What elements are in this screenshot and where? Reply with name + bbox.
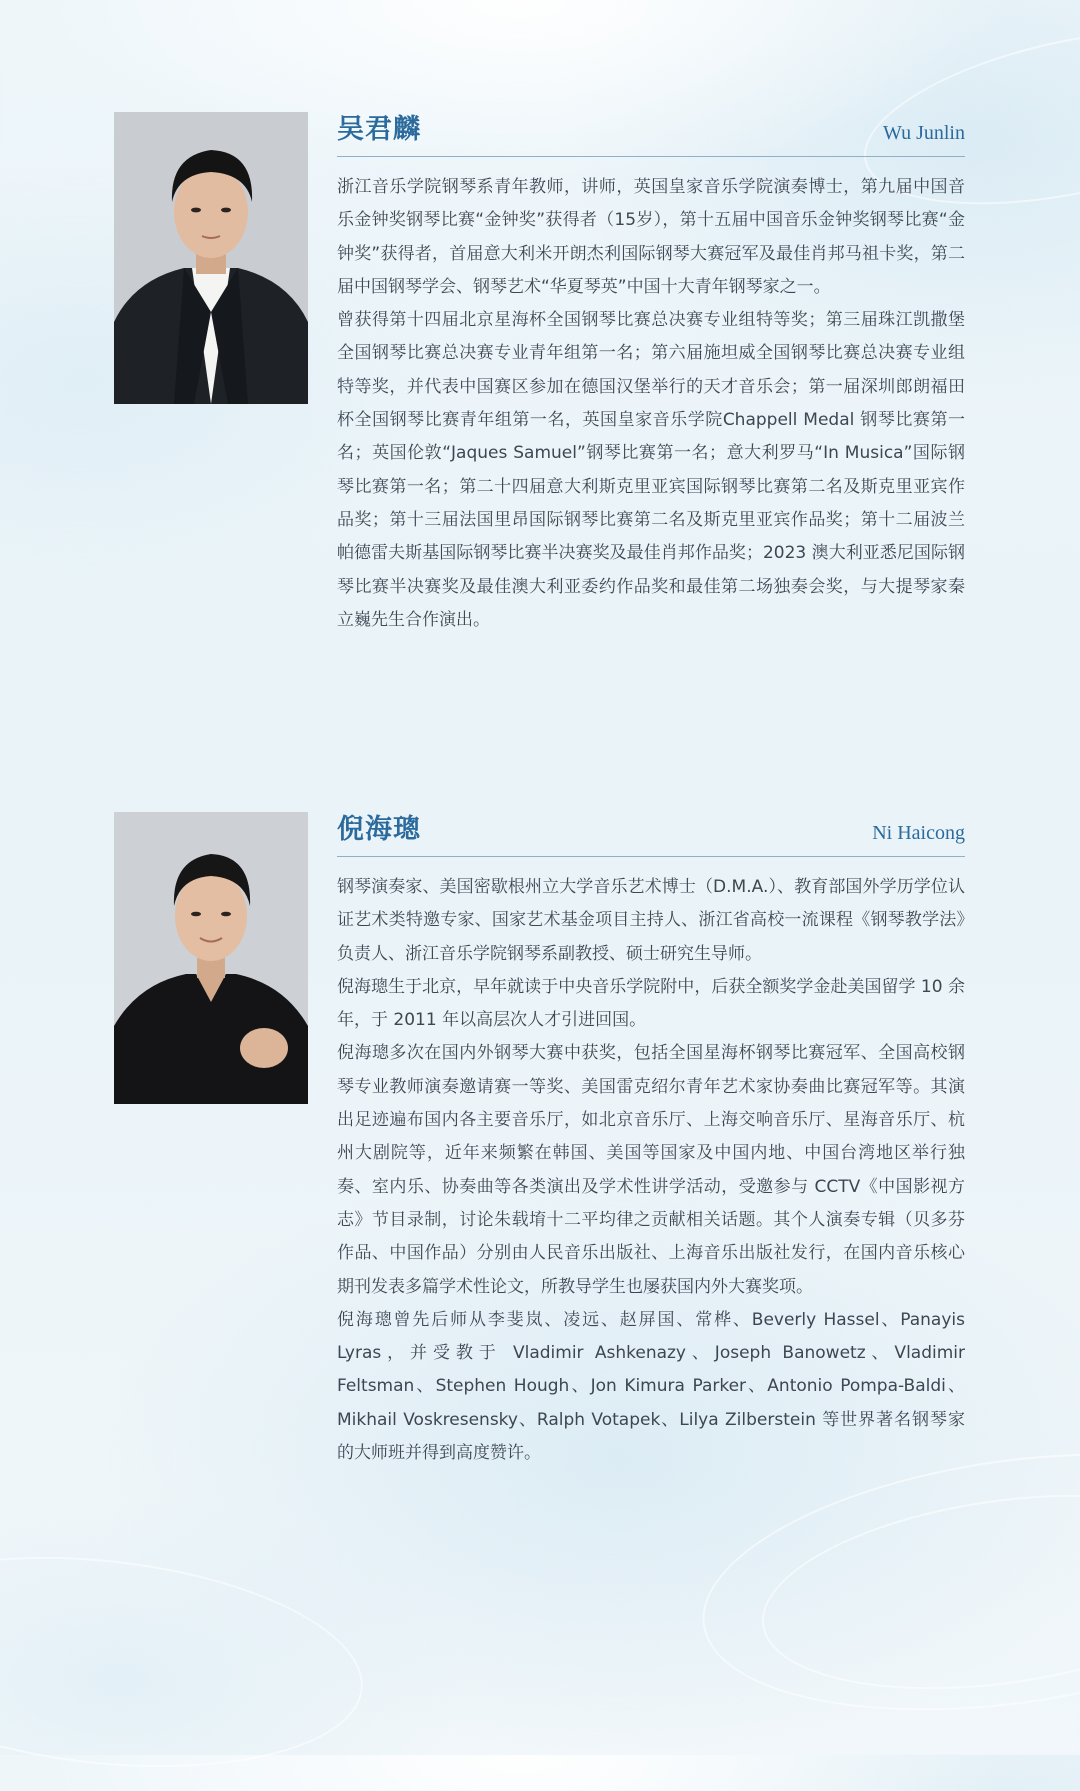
profile-content xyxy=(337,812,965,1470)
bio-paragraph: 倪海璁生于北京，早年就读于中央音乐学院附中，后获全额奖学金赴美国留学 10 余年，于 2011 年以高层次人才引进回国。 xyxy=(337,976,965,1031)
chinese-name: 倪海璁 xyxy=(337,814,421,845)
bio-paragraph: 曾获得第十四届北京星海杯全国钢琴比赛总决赛专业组特等奖；第三届珠江凯撒堡全国钢琴比赛总决赛专业青年组第一名；第六届施坦威全国钢琴比赛总决赛专业组特等奖，并代表中国赛区参加在德国汉堡举行的天才音乐会；第一届深圳郎朗福田杯全国钢琴比赛青年组第一名，英国皇家音乐学院Chappell Medal 钢琴比赛第一名；英国伦敦“Jaques Samuel”钢琴比赛第一名；意大利罗马“In Musica”国际钢琴比赛第一名；第二十四届意大利斯克里亚宾国际钢琴比赛第二名及斯克里亚宾作品奖；第十三届法国里昂国际钢琴比赛第二名及斯克里亚宾作品奖；第十二届波兰帕德雷夫斯基国际钢琴比赛半决赛奖及最佳肖邦作品奖；2023 澳大利亚悉尼国际钢琴比赛半决赛奖及最佳澳大利亚委约作品奖和最佳第二场独奏会奖，与大提琴家秦立巍先生合作演出。 xyxy=(337,310,965,630)
biography xyxy=(337,871,965,1470)
bio-paragraph: 倪海璁曾先后师从李斐岚、凌远、赵屏国、常桦、Beverly Hassel、Panayis Lyras，并受教于 Vladimir Ashkenazy、Joseph Banowetz、Vladimir Feltsman、Stephen Hough、Jon Kimura Parker、Antonio Pompa-Baldi、Mikhail Voskresensky、Ralph Votapek、Lilya Zilberstein 等世界著名钢琴家的大师班并得到高度赞许。 xyxy=(337,1309,965,1464)
chinese-name: 吴君麟 xyxy=(337,114,421,145)
portrait-photo xyxy=(114,112,308,404)
water-ripple-decoration xyxy=(0,1533,373,1791)
english-name: Ni Haicong xyxy=(872,822,965,844)
name-header xyxy=(337,812,965,857)
bio-paragraph: 钢琴演奏家、美国密歇根州立大学音乐艺术博士（D.M.A.）、教育部国外学历学位认证艺术类特邀专家、国家艺术基金项目主持人、浙江省高校一流课程《钢琴教学法》负责人、浙江音乐学院钢琴系副教授、硕士研究生导师。 xyxy=(337,877,965,964)
name-header xyxy=(337,112,965,157)
bio-paragraph: 浙江音乐学院钢琴系青年教师，讲师，英国皇家音乐学院演奏博士，第九届中国音乐金钟奖钢琴比赛“金钟奖”获得者（15岁），第十五届中国音乐金钟奖钢琴比赛“金钟奖”获得者，首届意大利米开朗杰利国际钢琴大赛冠军及最佳肖邦马祖卡奖，第二届中国钢琴学会、钢琴艺术“华夏琴英”中国十大青年钢琴家之一。 xyxy=(337,177,965,297)
english-name: Wu Junlin xyxy=(883,122,965,144)
bio-paragraph: 倪海璁多次在国内外钢琴大赛中获奖，包括全国星海杯钢琴比赛冠军、全国高校钢琴专业教师演奏邀请赛一等奖、美国雷克绍尔青年艺术家协奏曲比赛冠军等。其演出足迹遍布国内各主要音乐厅，如北京音乐厅、上海交响音乐厅、星海音乐厅、杭州大剧院等，近年来频繁在韩国、美国等国家及中国内地、中国台湾地区举行独奏、室内乐、协奏曲等各类演出及学术性讲学活动，受邀参与 CCTV《中国影视方志》节目录制，讨论朱载堉十二平均律之贡献相关话题。其个人演奏专辑（贝多芬作品、中国作品）分别由人民音乐出版社、上海音乐出版社发行，在国内音乐核心期刊发表多篇学术性论文，所教导学生也屡获国内外大赛奖项。 xyxy=(337,1043,965,1297)
biography xyxy=(337,171,965,637)
profile-content xyxy=(337,112,965,637)
portrait-photo xyxy=(114,812,308,1104)
water-ripple-decoration xyxy=(750,1467,1080,1717)
